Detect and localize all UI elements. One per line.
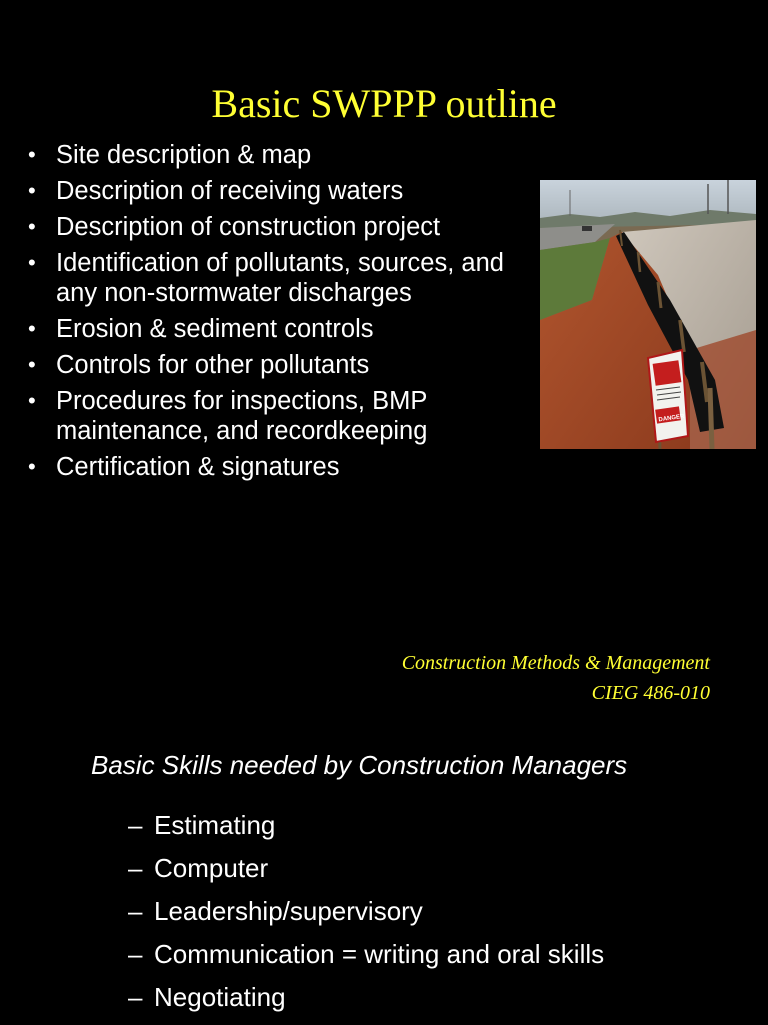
silt-fence-illustration (540, 180, 756, 449)
skill-item (128, 896, 604, 926)
bullet-glyph: • (28, 178, 36, 203)
dash-glyph: – (128, 853, 143, 883)
skills-list (128, 810, 604, 1025)
skill-text: Leadership/supervisory (154, 896, 423, 926)
course-name: Construction Methods & Management (401, 652, 710, 674)
bullet-glyph: • (28, 250, 36, 275)
bullet-glyph: • (28, 316, 36, 341)
dash-glyph: – (128, 982, 143, 1012)
silt-fence-photo (540, 180, 756, 449)
dash-glyph: – (128, 896, 143, 926)
bullet-item (28, 350, 548, 380)
skill-item (128, 853, 604, 883)
bullet-item (28, 176, 548, 206)
bullet-text: Description of construction project (56, 213, 441, 241)
course-credit (402, 648, 710, 708)
bullet-item (28, 248, 548, 308)
bullet-glyph: • (28, 454, 36, 479)
bullet-item (28, 212, 548, 242)
swppp-bullet-list (28, 140, 548, 488)
bullet-text: Identification of pollutants, sources, and any non-stormwater discharges (56, 249, 504, 307)
bullet-glyph: • (28, 388, 36, 413)
bullet-text: Site description & map (56, 141, 312, 169)
skill-text: Estimating (154, 810, 276, 840)
bullet-text: Procedures for inspections, BMP maintenance, and recordkeeping (56, 387, 428, 445)
bullet-text: Controls for other pollutants (56, 351, 370, 379)
skill-text: Computer (154, 853, 269, 883)
danger-sign-text: DANGER (658, 413, 685, 424)
bullet-text: Erosion & sediment controls (56, 315, 374, 343)
dash-glyph: – (128, 939, 143, 969)
bullet-glyph: • (28, 142, 36, 167)
bullet-glyph: • (28, 352, 36, 377)
bullet-glyph: • (28, 214, 36, 239)
bullet-item (28, 386, 548, 446)
bullet-item (28, 140, 548, 170)
bullet-text: Certification & signatures (56, 453, 340, 481)
skills-heading: Basic Skills needed by Construction Managers (91, 750, 628, 780)
skill-item (128, 939, 604, 969)
dash-glyph: – (128, 810, 143, 840)
skill-text: Communication = writing and oral skills (154, 939, 605, 969)
slide-title: Basic SWPPP outline (211, 81, 557, 126)
course-code: CIEG 486-010 (591, 682, 710, 704)
skill-item (128, 810, 604, 840)
bullet-item (28, 452, 548, 482)
skill-text: Negotiating (154, 982, 286, 1012)
bullet-text: Description of receiving waters (56, 177, 404, 205)
skill-item (128, 982, 604, 1012)
bullet-item (28, 314, 548, 344)
